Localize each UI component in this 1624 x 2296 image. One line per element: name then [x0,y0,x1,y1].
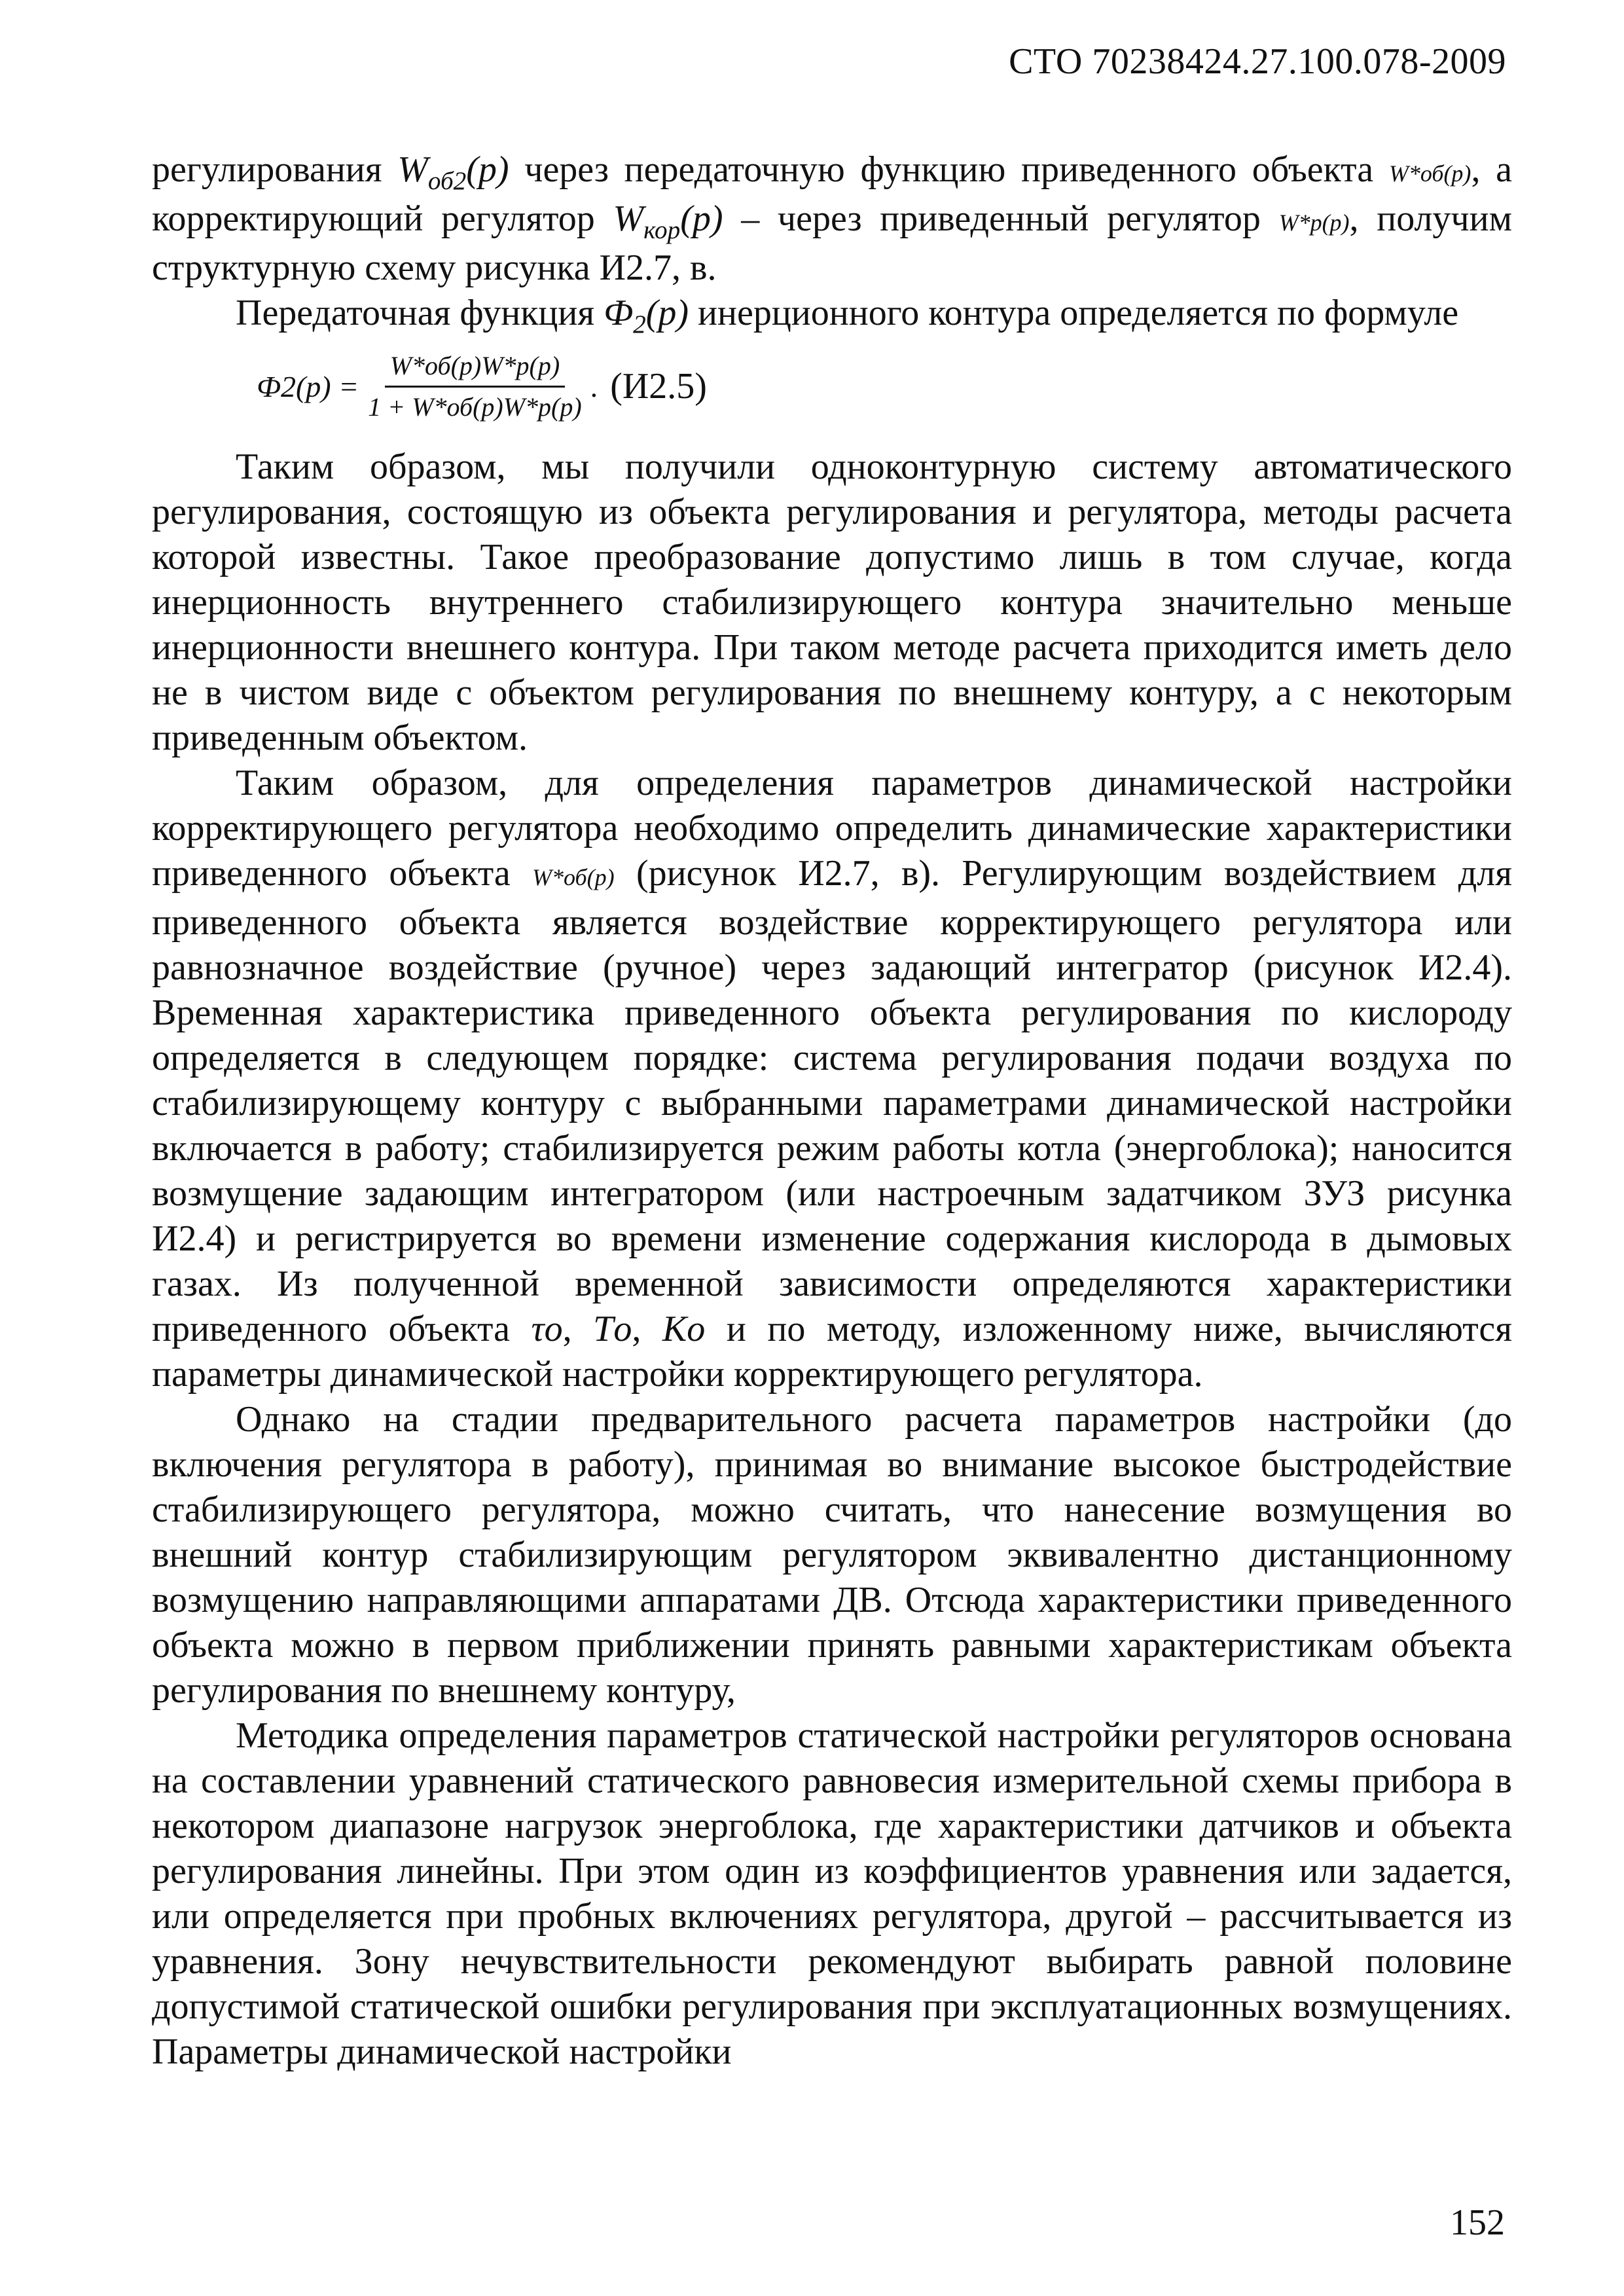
k-o-symbol: Kо [662,1309,706,1349]
paragraph-3: Таким образом, мы получили одноконтурную систему автоматического регулирования, состоящую из объекта регулирования и регулятора, методы расчета которой известны. Такое преобразование допустимо лишь в том случае, когда инерционность внутреннего стабилизирующего контура значительно меньше инерционности внешнего контура. При таком методе расчета приходится иметь дело не в чистом виде с объектом регулирования по внешнему контуру, а с некоторым приведенным объектом. [152,446,1512,758]
document-code: СТО 70238424.27.100.078-2009 [1009,41,1506,82]
phi2-symbol: $Ф_2(p)$ [604,293,689,339]
paragraph-4: Таким образом, для определения параметров динамической настройки корректирующего регулятора необходимо определить динамические характеристики приведенного объекта W*об(p) (рисунок И2.7, в). Регулирующим воздействием для приведенного объекта является воздействие корректирующего регулятора или равнозначное воздействие (ручное) через задающий интегратор (рисунок И2.4). Временная характеристика приведенного объекта регулирования по кислороду определяется в следующем порядке: система регулирования подачи воздуха по стабилизирующему контуру с выбранными параметрами динамической настройки включается в работу; стабилизируется режим работы котла (энергоблока); наносится возмущение задающим интегратором (или настроечным задатчиком ЗУЗ рисунка И2.4) и регистрируется во времени изменение содержания кислорода в дымовых газах. Из полученной временной зависимости определяются характеристики приведенного объекта τо, Tо, Kо и по методу, изложенному ниже, вычисляются параметры динамической настройки корректирующего регулятора. [152,763,1513,1394]
w-ob-star-symbol: W*об(p) [532,864,615,890]
formula-i2-5 [257,344,1512,429]
paragraph-5: Однако на стадии предварительного расчета параметров настройки (до включения регулятора в работу), принимая во внимание высокое быстродействие стабилизирующего регулятора, можно считать, что нанесение возмущения во внешний контур стабилизирующим регулятором эквивалентно дистанционному возмущению направляющими аппаратами ДВ. Отсюда характеристики приведенного объекта можно в первом приближении принять равными характеристикам объекта регулирования по внешнему контуру, [152,1399,1512,1711]
t-o-symbol: Tо [593,1309,632,1349]
tau-o-symbol: τо [531,1309,563,1349]
paragraph-2: Передаточная функция $Ф_2(p)$ инерционного контура определяется по формуле [236,293,1459,339]
page-number: 152 [1450,2202,1505,2243]
w-ob2-symbol: $W_{об2}(p)$ [397,149,509,196]
paragraph-1: регулирования $W_{об2}(p)$ через передаточную функцию приведенного объекта W*об(p), а корректирующий регулятор $W_{кор}(p)$ – через приведенный регулятор W*р(p), получим структурную схему рисунка И2.7, в. [152,149,1513,288]
formula-denominator: 1 + W*об(p)W*р(p) [368,392,582,422]
paragraph-6: Методика определения параметров статической настройки регуляторов основана на составлении уравнений статического равновесия измерительной схемы прибора в некотором диапазоне нагрузок энергоблока, где характеристики датчиков и объекта регулирования линейны. При этом один из коэффициентов уравнения или задается, или определяется при пробных включениях регулятора, другой – рассчитывается из уравнения. Зону нечувствительности рекомендуют выбирать равной половине допустимой статической ошибки регулирования при эксплуатационных возмущениях. Параметры динамической настройки [152,1715,1512,2072]
body-text [152,147,1512,2075]
formula-fraction [363,349,587,424]
formula-dot: . [590,369,599,403]
w-p-star-symbol: W*р(p) [1278,210,1350,236]
w-ob-star-symbol: W*об(p) [1388,160,1471,187]
w-kor-symbol: $W_{кор}(p)$ [613,198,723,245]
formula-number: (И2.5) [610,365,707,407]
formula-lhs: Ф2(p) = [257,369,359,403]
formula-numerator: W*об(p)W*р(p) [385,349,566,388]
